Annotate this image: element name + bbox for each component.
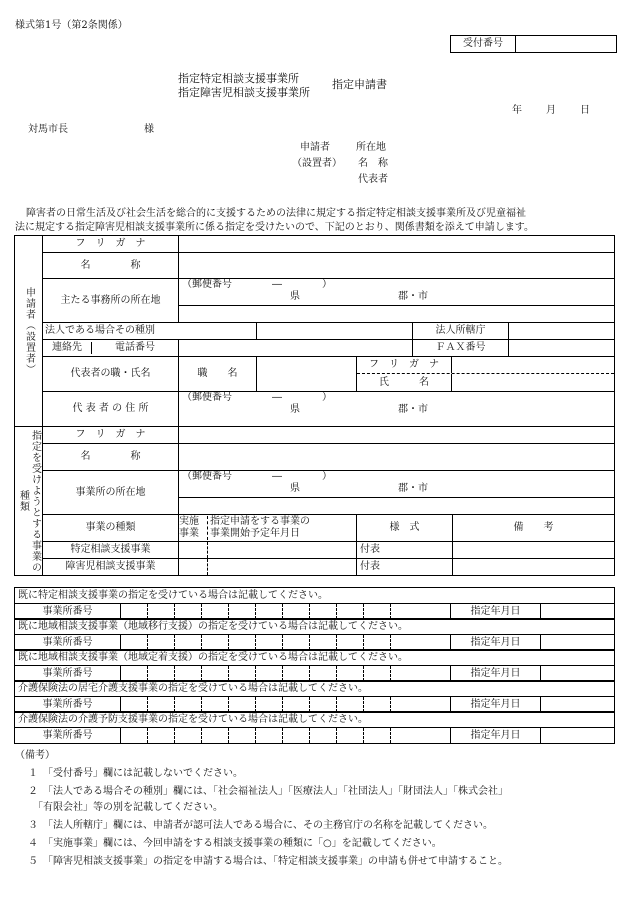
form-header: 様 式 — [357, 515, 453, 542]
main-office-address-label: 主たる事務所の所在地 — [43, 279, 179, 323]
fax-label: ＦＡＸ番号 — [413, 340, 509, 357]
applicant-label: 申請者 — [300, 142, 330, 153]
history-date-label: 指定年月日 — [451, 635, 541, 651]
history-heading: 既に地域相談支援事業（地域移行支援）の指定を受けている場合は記載してください。 — [15, 619, 615, 635]
remarks-header: 備 考 — [453, 515, 615, 542]
history-date-field[interactable] — [541, 728, 615, 744]
office-number-digit[interactable] — [283, 728, 310, 744]
history-date-label: 指定年月日 — [451, 728, 541, 744]
application-table — [14, 235, 615, 576]
office-address-field[interactable] — [179, 471, 615, 498]
form-specific: 付表 — [357, 542, 453, 559]
representative-furigana-label: フ リ ガ ナ — [369, 359, 439, 370]
office-prefecture-label: 県 — [290, 483, 300, 494]
county-city-label: 郡・市 — [398, 291, 428, 302]
office-county-city-label: 郡・市 — [398, 483, 428, 494]
business-type-child: 障害児相談支援事業 — [43, 559, 179, 576]
post-field[interactable] — [257, 357, 357, 392]
phone-label: 電話番号 — [115, 342, 155, 353]
office-number-digit[interactable] — [229, 728, 256, 744]
office-number-digit[interactable] — [148, 728, 175, 744]
intro-line-1: 障害者の日常生活及び社会生活を総合的に支援するための法律に規定する指定特定相談支援事業所及び児童福祉 — [26, 208, 526, 219]
office-furigana-field[interactable] — [179, 427, 615, 444]
office-address-label: 事業所の所在地 — [43, 471, 179, 515]
business-type-header: 事業の種類 — [43, 515, 179, 542]
history-heading: 介護保険法の介護予防支援事業の指定を受けている場合は記載してください。 — [15, 712, 615, 728]
history-office-number-label: 事業所番号 — [15, 666, 121, 682]
note-2-cont: 「有限会社」等の別を記載してください。 — [28, 802, 223, 813]
form-id: 様式第1号（第2条関係） — [15, 20, 128, 31]
intro-line-2: 法に規定する指定障害児相談支援事業所に係る指定を受けたいので、下記のとおり、関係書類を添えて申請します。 — [15, 222, 534, 233]
representative-title-name-label: 代表者の職・氏名 — [43, 357, 179, 392]
history-date-label: 指定年月日 — [451, 604, 541, 620]
office-number-digit[interactable] — [310, 728, 337, 744]
contact-label: 連絡先 — [43, 342, 92, 354]
start-date-header-1: 指定申請をする事業の — [210, 516, 310, 527]
receipt-number-box — [450, 35, 617, 53]
main-office-address-field[interactable] — [179, 279, 615, 306]
prefecture-label: 県 — [290, 291, 300, 302]
office-name-field[interactable] — [179, 444, 615, 471]
office-furigana-label: フ リ ガ ナ — [43, 427, 179, 444]
representative-address-label: 代 表 者 の 住 所 — [43, 392, 179, 427]
start-date-specific[interactable] — [208, 542, 356, 558]
receipt-number-label: 受付番号 — [451, 36, 516, 52]
name-field[interactable] — [179, 253, 615, 279]
corporation-type-label: 法人である場合その種別 — [43, 323, 257, 340]
date-day: 日 — [580, 105, 590, 116]
representative-name-label: 氏 名 — [379, 377, 429, 388]
history-block — [14, 680, 615, 713]
section-applicant-label: 申請者（設置者） — [15, 236, 43, 427]
post-label: 職 名 — [179, 357, 257, 392]
note-5: ５ 「障害児相談支援事業」の指定を申請する場合は、「特定相談支援事業」の申請も併せて申請すること。 — [28, 856, 508, 867]
office-address-line-2[interactable] — [179, 498, 615, 515]
implement-header-2: 事業 — [179, 528, 199, 539]
rep-postal-code-line: （郵便番号 ― ） — [182, 392, 332, 403]
corporation-office-label: 法人所轄庁 — [413, 323, 509, 340]
history-heading: 既に特定相談支援事業の指定を受けている場合は記載してください。 — [15, 588, 615, 604]
representative-furigana-field[interactable] — [451, 357, 614, 373]
implement-header-1: 実施 — [179, 516, 199, 527]
applicant-name: 名 称 — [358, 158, 388, 169]
main-office-address-line-2[interactable] — [179, 306, 615, 323]
history-office-number-label: 事業所番号 — [15, 728, 121, 744]
implement-check-child[interactable] — [179, 559, 208, 575]
note-4: ４ 「実施事業」欄には、今回申請をする相談支援事業の種類に「○」を記載してください。 — [28, 838, 442, 849]
rep-prefecture-label: 県 — [290, 404, 300, 415]
history-heading: 介護保険法の居宅介護支援事業の指定を受けている場合は記載してください。 — [15, 681, 615, 697]
history-block — [14, 649, 615, 682]
history-block — [14, 587, 615, 620]
history-block — [14, 618, 615, 651]
start-date-child[interactable] — [208, 559, 356, 575]
furigana-label: フ リ ガ ナ — [43, 236, 179, 253]
corporation-type-field[interactable] — [257, 323, 413, 340]
history-date-label: 指定年月日 — [451, 697, 541, 713]
note-2: ２ 「法人である場合その種別」欄には、「社会福祉法人」「医療法人」「社団法人」「財団法人」「株式会社」 — [28, 786, 508, 797]
history-office-number-label: 事業所番号 — [15, 697, 121, 713]
title-line-1: 指定特定相談支援事業所 — [178, 72, 299, 85]
business-type-specific: 特定相談支援事業 — [43, 542, 179, 559]
office-number-digit[interactable] — [175, 728, 202, 744]
name-label: 名 称 — [43, 253, 179, 279]
rep-county-city-label: 郡・市 — [398, 404, 428, 415]
implement-check-specific[interactable] — [179, 542, 208, 558]
note-1: １ 「受付番号」欄には記載しないでください。 — [28, 768, 243, 779]
receipt-number-field[interactable] — [516, 36, 616, 52]
history-office-number-label: 事業所番号 — [15, 635, 121, 651]
title-line-2: 指定障害児相談支援事業所 — [178, 86, 310, 99]
history-block — [14, 711, 615, 744]
representative-name-field[interactable] — [451, 374, 614, 391]
notes-title: （備考） — [15, 750, 55, 761]
history-office-number-label: 事業所番号 — [15, 604, 121, 620]
remarks-child[interactable] — [453, 559, 615, 576]
office-number-digit[interactable] — [121, 728, 148, 744]
office-number-digit[interactable] — [202, 728, 229, 744]
corporation-office-field[interactable] — [509, 323, 615, 340]
applicant-representative: 代表者 — [358, 174, 388, 185]
office-postal-code-line: （郵便番号 ― ） — [182, 471, 332, 482]
applicant-address: 所在地 — [356, 142, 386, 153]
office-number-digit[interactable] — [337, 728, 364, 744]
office-number-digit[interactable] — [256, 728, 283, 744]
history-spacer — [391, 728, 451, 744]
postal-code-line: （郵便番号 ― ） — [182, 279, 332, 290]
office-number-digit[interactable] — [364, 728, 391, 744]
representative-address-field[interactable] — [179, 392, 615, 427]
fax-field[interactable] — [509, 340, 615, 357]
addressee: 対馬市長 — [28, 124, 68, 135]
note-3: ３ 「法人所轄庁」欄には、申請者が認可法人である場合に、その主務官庁の名称を記載してください。 — [28, 820, 493, 831]
history-date-label: 指定年月日 — [451, 666, 541, 682]
office-name-label: 名 称 — [43, 444, 179, 471]
phone-field[interactable] — [179, 340, 413, 357]
start-date-header-2: 事業開始予定年月日 — [210, 528, 300, 539]
title-suffix: 指定申請書 — [332, 78, 387, 91]
furigana-field[interactable] — [179, 236, 615, 253]
section-business-label: 指定を受けようとする事業の種類 — [15, 427, 43, 576]
date-month: 月 — [546, 105, 556, 116]
applicant-label-sub: （設置者） — [292, 158, 342, 169]
remarks-specific[interactable] — [453, 542, 615, 559]
history-heading: 既に地域相談支援事業（地域定着支援）の指定を受けている場合は記載してください。 — [15, 650, 615, 666]
addressee-honorific: 様 — [144, 124, 154, 135]
form-child: 付表 — [357, 559, 453, 576]
date-year: 年 — [512, 105, 522, 116]
